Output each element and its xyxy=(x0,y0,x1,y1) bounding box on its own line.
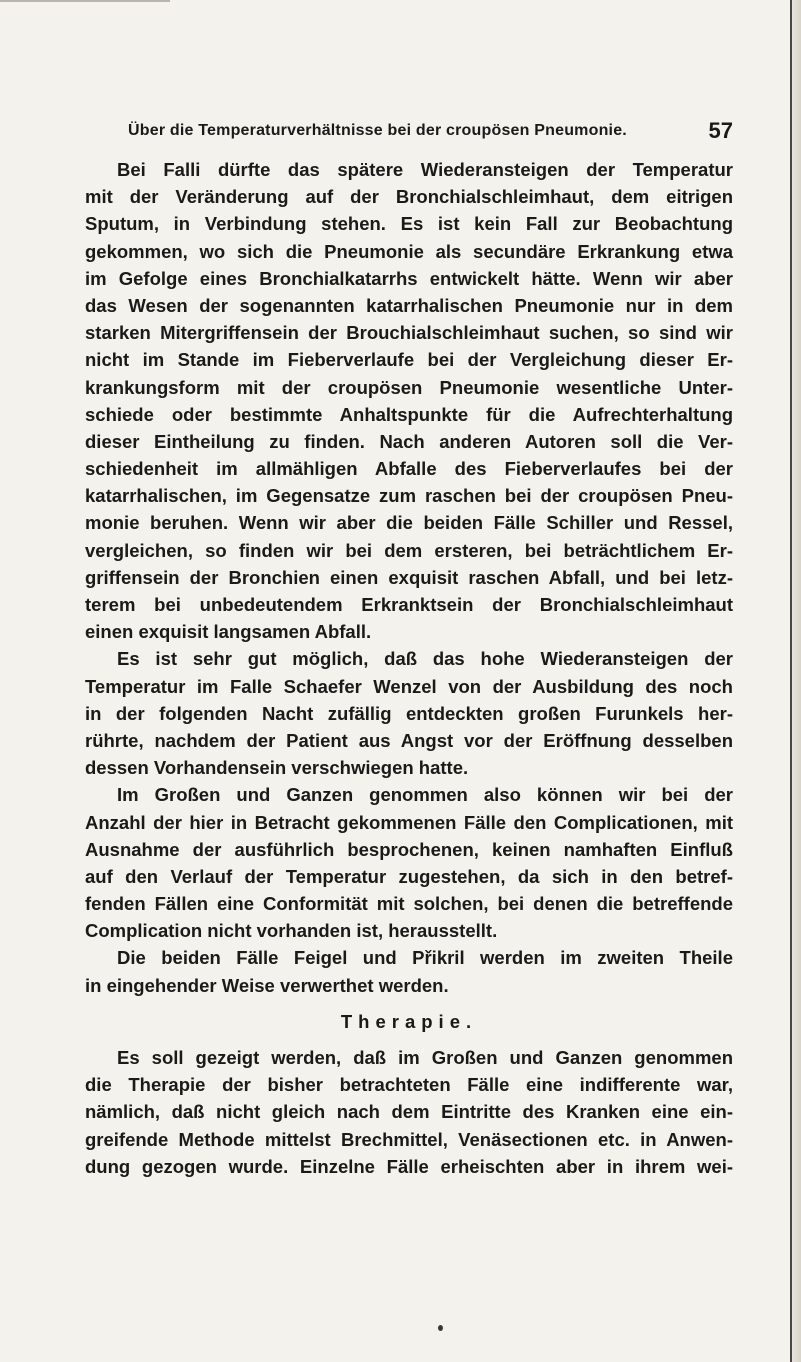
text-line: schiede oder bestimmte Anhaltspunkte für die Aufrechterhaltung xyxy=(85,403,733,425)
text-line: Anzahl der hier in Betracht gekommenen Fälle den Complicationen, mit xyxy=(85,811,733,833)
text-line: starken Mitergriffensein der Brouchialschleimhaut suchen, so sind wir xyxy=(85,322,733,344)
binding-edge-line xyxy=(790,0,792,1362)
text-line: in eingehender Weise verwerthet werden. xyxy=(85,974,449,996)
running-head: Über die Temperaturverhältnisse bei der croupösen Pneumonie. xyxy=(128,122,627,139)
text-line: dieser Eintheilung zu finden. Nach anderen Autoren soll die Ver- xyxy=(85,430,733,452)
text-line: das Wesen der sogenannten katarrhalischen Pneumonie nur in dem xyxy=(85,294,733,316)
text-line: Ausnahme der ausführlich besprochenen, keinen namhaften Einfluß xyxy=(85,838,733,860)
text-line: auf den Verlauf der Temperatur zugestehen, da sich in den betref- xyxy=(85,865,733,887)
text-line: schiedenheit im allmähligen Abfalle des Fieberverlaufes bei der xyxy=(85,458,733,480)
text-line: im Gefolge eines Bronchialkatarrhs entwickelt hätte. Wenn wir aber xyxy=(85,267,733,289)
text-line: krankungsform mit der croupösen Pneumonie wesentliche Unter- xyxy=(85,376,733,398)
top-edge-rule xyxy=(0,0,170,2)
section-gap xyxy=(85,999,733,1008)
text-line: einen exquisit langsamen Abfall. xyxy=(85,621,372,643)
page-number: 57 xyxy=(708,118,733,143)
ink-speck xyxy=(438,1325,443,1331)
text-line: fenden Fällen eine Conformität mit solchen, bei denen die betreffende xyxy=(85,893,733,915)
text-line: griffensein der Bronchien einen exquisit raschen Abfall, und bei letz- xyxy=(85,566,733,588)
section-gap xyxy=(85,1035,733,1044)
text-line: Es soll gezeigt werden, daß im Großen und Ganzen genommen xyxy=(117,1047,733,1068)
body-text xyxy=(85,156,733,1180)
page-edge-shadow xyxy=(792,0,801,1362)
text-line: katarrhalischen, im Gegensatze zum raschen bei der croupösen Pneu- xyxy=(85,485,733,507)
text-line: Es ist sehr gut möglich, daß das hohe Wiederansteigen der xyxy=(117,648,733,670)
text-line: die Therapie der bisher betrachteten Fälle eine indifferente war, xyxy=(85,1074,733,1096)
page-header xyxy=(128,118,733,148)
text-line: terem bei unbedeutendem Erkranktsein der Bronchialschleimhaut xyxy=(85,594,733,615)
text-line: dung gezogen wurde. Einzelne Fälle erheischten aber in ihrem wei- xyxy=(85,1155,733,1177)
text-line: Sputum, in Verbindung stehen. Es ist kein Fall zur Beobachtung xyxy=(85,213,733,235)
text-line: greifende Methode mittelst Brechmittel, Venäsectionen etc. in Anwen- xyxy=(85,1128,733,1150)
text-line: rührte, nachdem der Patient aus Angst vor der Eröffnung desselben xyxy=(85,729,733,751)
section-heading: Therapie. xyxy=(340,1010,478,1032)
text-line: dessen Vorhandensein verschwiegen hatte. xyxy=(85,757,469,779)
text-line: monie beruhen. Wenn wir aber die beiden Fälle Schiller und Ressel, xyxy=(85,512,733,534)
text-line: mit der Veränderung auf der Bronchialschleimhaut, dem eitrigen xyxy=(85,186,733,208)
text-line: nicht im Stande im Fieberverlaufe bei der Vergleichung dieser Er- xyxy=(85,349,733,371)
text-line: Die beiden Fälle Feigel und Přikril werden im zweiten Theile xyxy=(117,947,733,969)
text-line: Im Großen und Ganzen genommen also können wir bei der xyxy=(117,784,733,806)
text-line: Bei Falli dürfte das spätere Wiederansteigen der Temperatur xyxy=(117,159,733,180)
text-line: in der folgenden Nacht zufällig entdeckten großen Furunkels her- xyxy=(85,702,733,724)
text-line: nämlich, daß nicht gleich nach dem Eintritte des Kranken eine ein- xyxy=(85,1101,733,1123)
text-line: vergleichen, so finden wir bei dem ersteren, bei beträchtlichem Er- xyxy=(85,539,733,561)
text-line: Complication nicht vorhanden ist, herausstellt. xyxy=(85,920,498,942)
text-line: gekommen, wo sich die Pneumonie als secundäre Erkrankung etwa xyxy=(85,240,733,262)
text-line: Temperatur im Falle Schaefer Wenzel von der Ausbildung des noch xyxy=(85,675,733,697)
